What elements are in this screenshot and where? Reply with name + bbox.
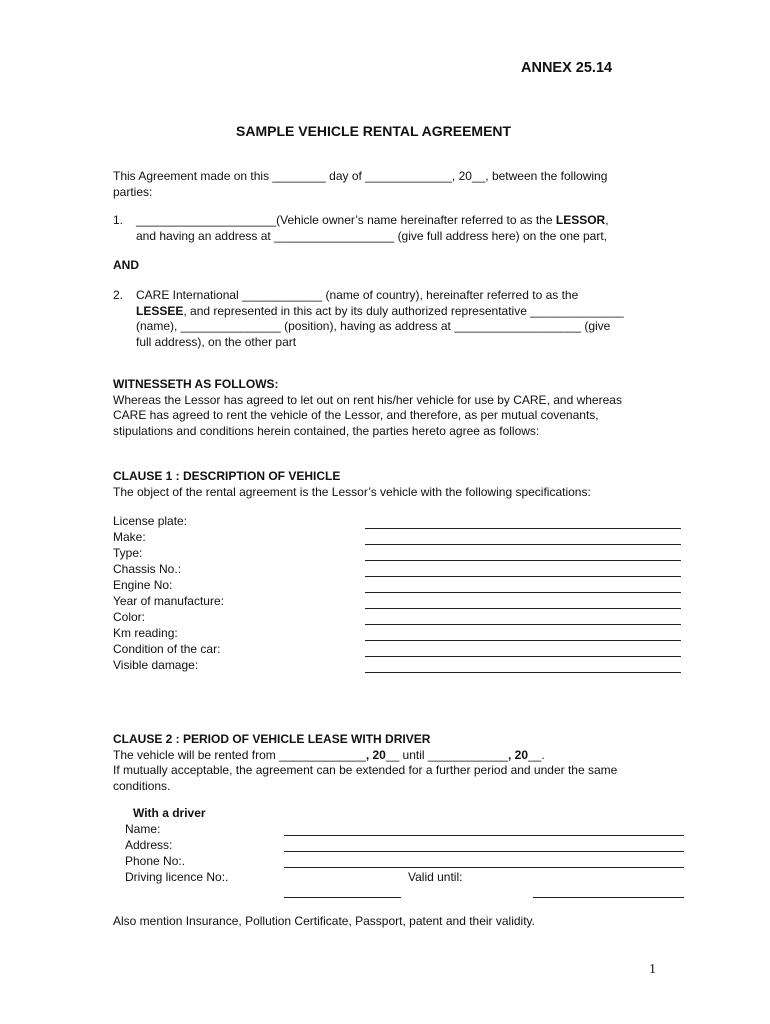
driver-address-label: Address: [125, 838, 173, 852]
page-number: 1 [649, 962, 656, 977]
intro-line-1: This Agreement made on this ________ day of _____________, 20__, between the following [113, 169, 608, 183]
clause-1-text: The object of the rental agreement is the Lessor’s vehicle with the following specifications: [113, 484, 591, 499]
witness-section [113, 377, 622, 439]
clause-2-line-3: conditions. [113, 778, 171, 793]
and-label: AND [113, 258, 139, 272]
km-field-line[interactable] [365, 640, 681, 641]
clause-2-line-1-b: , 20 [365, 747, 386, 762]
party-2-paragraph [136, 288, 624, 350]
clause-2-line-2: If mutually acceptable, the agreement can be extended for a further period and under the same [113, 763, 618, 777]
document-title: SAMPLE VEHICLE RENTAL AGREEMENT [236, 123, 512, 139]
make-field-line[interactable] [365, 544, 681, 545]
license-plate-field-line[interactable] [365, 528, 681, 529]
clause-1-header [113, 469, 591, 500]
clause-2-line-1 [113, 748, 617, 764]
valid-until-field-line[interactable] [533, 897, 684, 898]
driver-phone-label: Phone No:. [125, 854, 186, 868]
party-2-line-2 [136, 304, 624, 320]
field-license-plate-label: License plate: [113, 514, 188, 528]
clause-2-line-1-d: , 20 [507, 747, 528, 762]
party-2-line-1: CARE International ____________ (name of country), hereinafter referred to as the [136, 288, 579, 302]
field-condition-label: Condition of the car: [113, 642, 221, 656]
witness-line-1: Whereas the Lessor has agreed to let out on rent his/her vehicle for use by CARE, and whereas [113, 392, 622, 407]
party-1-line-1-text: _____________________(Vehicle owner’s name hereinafter referred to as the [136, 213, 556, 227]
witness-line-2: CARE has agreed to rent the vehicle of the Lessor, and therefore, as per mutual covenants, [113, 408, 599, 422]
witness-line-3: stipulations and conditions herein contained, the parties hereto agree as follows: [113, 423, 540, 438]
party-1-number: 1. [113, 213, 124, 227]
witness-heading: WITNESSETH AS FOLLOWS: [113, 377, 279, 391]
clause-2-line-1-e: __. [528, 747, 545, 762]
party-2-number: 2. [113, 288, 124, 302]
condition-field-line[interactable] [365, 656, 681, 657]
clause-1-heading: CLAUSE 1 : DESCRIPTION OF VEHICLE [113, 469, 341, 483]
field-damage-label: Visible damage: [113, 658, 199, 672]
engine-field-line[interactable] [365, 592, 681, 593]
field-km-label: Km reading: [113, 626, 178, 640]
field-chassis-label: Chassis No.: [113, 562, 182, 576]
party-1-line-2: and having an address at __________________ (give full address here) on the one part, [136, 228, 608, 243]
driver-heading: With a driver [133, 806, 206, 820]
field-year-label: Year of manufacture: [113, 594, 224, 608]
valid-until-label: Valid until: [408, 870, 463, 884]
clause-2-line-1-a: The vehicle will be rented from _____________ [113, 747, 366, 762]
field-color-label: Color: [113, 610, 146, 624]
clause-2-heading: CLAUSE 2 : PERIOD OF VEHICLE LEASE WITH DRIVER [113, 732, 431, 746]
lessor-label: LESSOR [555, 213, 606, 227]
chassis-field-line[interactable] [365, 576, 681, 577]
party-1-line-1-end: , [605, 213, 609, 227]
driver-licence-label: Driving licence No:. [125, 870, 229, 884]
field-type-label: Type: [113, 546, 143, 560]
year-field-line[interactable] [365, 608, 681, 609]
color-field-line[interactable] [365, 624, 681, 625]
annex-label: ANNEX 25.14 [521, 60, 613, 76]
party-1-line-1 [136, 213, 609, 229]
party-2-line-2-text: , and represented in this act by its duly authorized representative ______________ [183, 303, 624, 318]
driver-address-field-line[interactable] [284, 851, 684, 852]
intro-paragraph [113, 169, 607, 200]
driver-name-label: Name: [125, 822, 161, 836]
field-make-label: Make: [113, 530, 146, 544]
damage-field-line[interactable] [365, 672, 681, 673]
driver-licence-field-line[interactable] [284, 897, 401, 898]
driver-name-field-line[interactable] [284, 835, 684, 836]
clause-2-section [113, 732, 617, 794]
party-2-line-3: (name), _______________ (position), having as address at ___________________ (give [136, 319, 611, 333]
party-2-line-4: full address), on the other part [136, 334, 297, 349]
intro-line-2: parties: [113, 184, 153, 199]
lessee-label: LESSEE [136, 303, 184, 318]
field-engine-label: Engine No: [113, 578, 173, 592]
clause-2-line-1-c: __ until ____________ [385, 747, 508, 762]
driver-phone-field-line[interactable] [284, 867, 684, 868]
footer-note: Also mention Insurance, Pollution Certificate, Passport, patent and their validity. [113, 914, 535, 928]
type-field-line[interactable] [365, 560, 681, 561]
party-1-paragraph [136, 213, 609, 244]
